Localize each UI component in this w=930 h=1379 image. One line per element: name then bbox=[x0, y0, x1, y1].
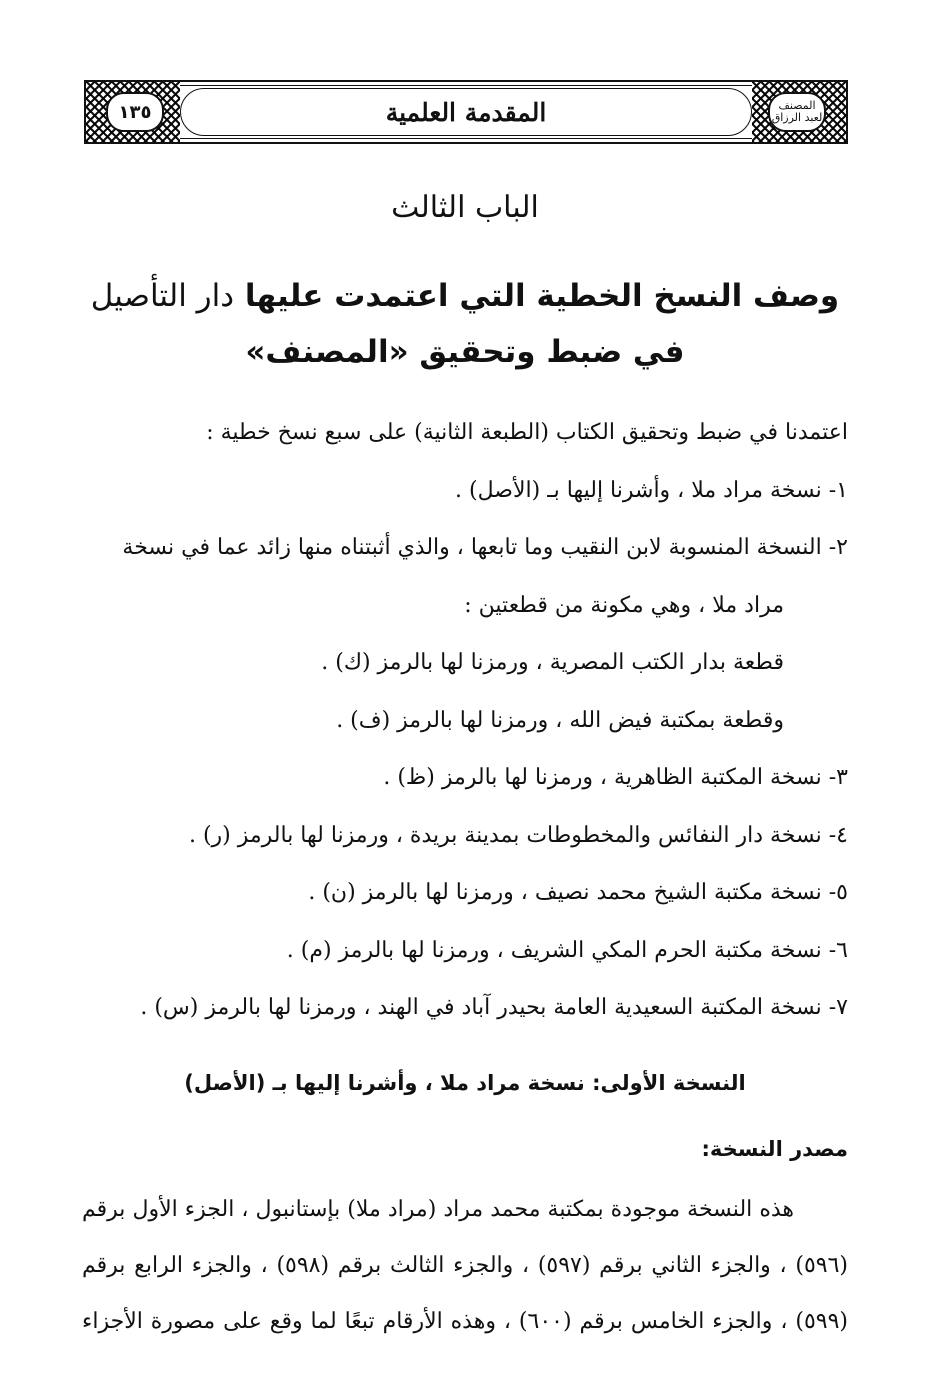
main-title-line-2: في ضبط وتحقيق «المصنف» bbox=[245, 334, 685, 370]
emblem-line-1: المصنف bbox=[778, 99, 816, 112]
intro-line: اعتمدنا في ضبط وتحقيق الكتاب (الطبعة الثانية) على سبع نسخ خطية : bbox=[206, 420, 848, 445]
main-title-line-1 bbox=[60, 268, 870, 324]
paragraph-line-3: (٥٩٩) ، والجزء الخامس برقم (٦٠٠) ، وهذه الأرقام تبعًا لما وقع على مصورة الأجزاء bbox=[82, 1309, 849, 1334]
list-item-3: ٣- نسخة المكتبة الظاهرية ، ورمزنا لها بالرمز (ظ) . bbox=[383, 765, 848, 790]
book-emblem bbox=[768, 92, 826, 132]
header-ornament-right bbox=[752, 82, 846, 142]
list-item-5: ٥- نسخة مكتبة الشيخ محمد نصيف ، ورمزنا لها بالرمز (ن) . bbox=[308, 880, 848, 905]
sub-item-2: وقطعة بمكتبة فيض الله ، ورمزنا لها بالرمز (ف) . bbox=[336, 707, 784, 733]
header-title-frame bbox=[180, 88, 752, 136]
title-text: وصف النسخ الخطية التي اعتمدت عليها bbox=[244, 278, 840, 314]
list-item-7: ٧- نسخة المكتبة السعيدية العامة بحيدر آباد في الهند ، ورمزنا لها بالرمز (س) . bbox=[140, 995, 848, 1020]
paragraph-line-1: هذه النسخة موجودة بمكتبة محمد مراد (مراد ملا) بإستانبول ، الجزء الأول برقم bbox=[82, 1197, 794, 1222]
sub-item-1: قطعة بدار الكتب المصرية ، ورمزنا لها بالرمز (ك) . bbox=[321, 650, 784, 675]
list-item-6: ٦- نسخة مكتبة الحرم المكي الشريف ، ورمزنا لها بالرمز (م) . bbox=[286, 937, 848, 963]
page-number: ١٣٥ bbox=[106, 92, 164, 132]
page-header bbox=[84, 80, 848, 144]
publisher-name: دار التأصيل bbox=[90, 278, 235, 314]
chapter-heading: الباب الثالث bbox=[391, 190, 539, 225]
subheading: مصدر النسخة: bbox=[701, 1137, 848, 1161]
paragraph bbox=[82, 1182, 848, 1350]
list-item-4: ٤- نسخة دار النفائس والمخطوطات بمدينة بريدة ، ورمزنا لها بالرمز (ر) . bbox=[188, 822, 848, 848]
running-title: المقدمة العلمية bbox=[385, 97, 547, 127]
paragraph-line-2: (٥٩٦) ، والجزء الثاني برقم (٥٩٧) ، والجزء الثالث برقم (٥٩٨) ، والجزء الرابع برقم bbox=[82, 1253, 848, 1278]
emblem-line-2: لعبد الرزاق bbox=[771, 111, 823, 124]
list-item-2-continued: مراد ملا ، وهي مكونة من قطعتين : bbox=[464, 592, 784, 618]
list-item-2: ٢- النسخة المنسوبة لابن النقيب وما تابعها ، والذي أثبتناه منها زائد عما في نسخة bbox=[122, 535, 848, 560]
section-title: النسخة الأولى: نسخة مراد ملا ، وأشرنا إليها بـ (الأصل) bbox=[184, 1071, 746, 1095]
header-ornament-left bbox=[86, 82, 180, 142]
body-text bbox=[82, 404, 848, 1037]
main-title bbox=[60, 268, 870, 380]
list-item-1: ١- نسخة مراد ملا ، وأشرنا إليها بـ (الأصل) . bbox=[455, 477, 848, 503]
